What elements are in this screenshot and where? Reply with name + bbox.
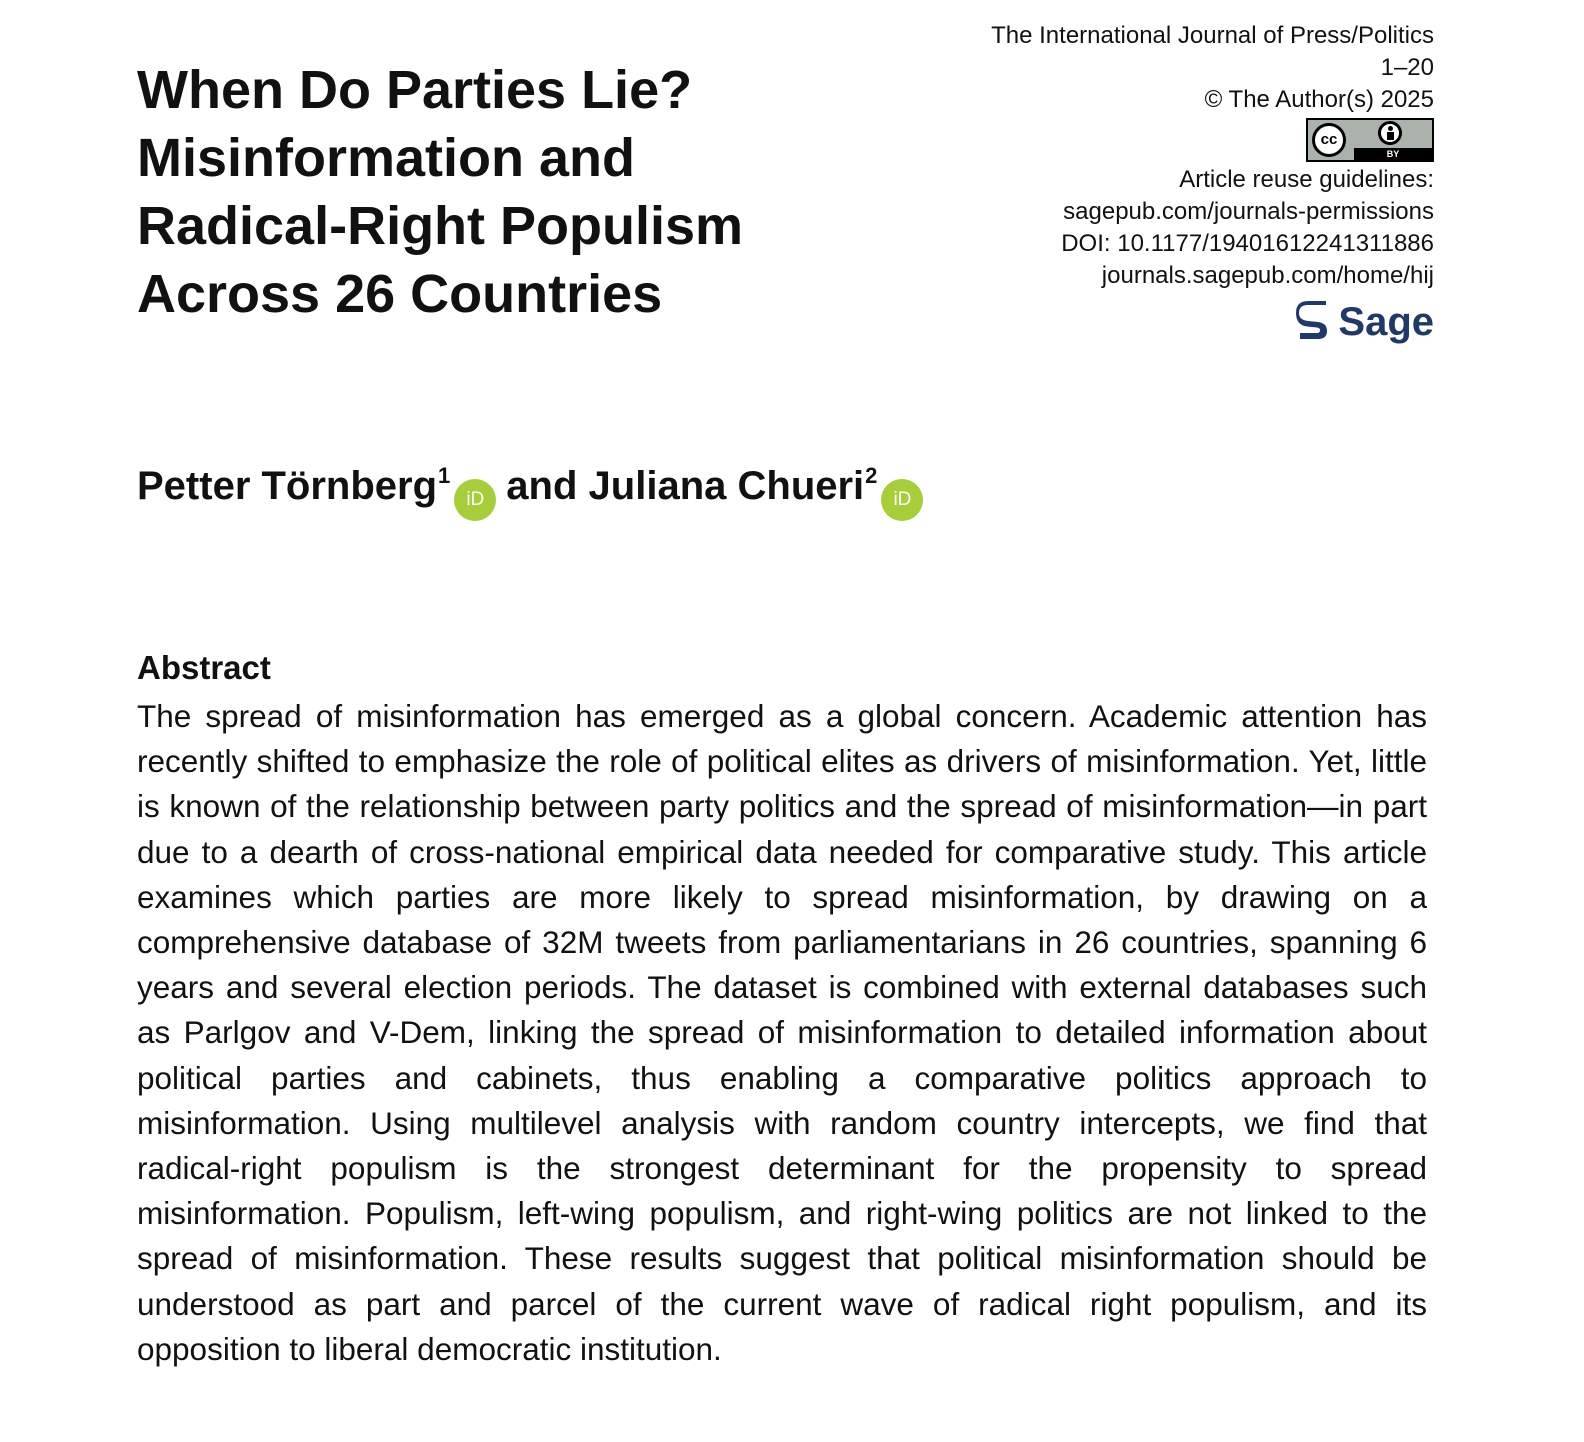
- journal-name: The International Journal of Press/Politics: [991, 22, 1434, 49]
- journal-homepage-link[interactable]: journals.sagepub.com/home/hij: [1101, 262, 1434, 289]
- title-line: Radical-Right Populism: [137, 196, 744, 256]
- page-range: 1–20: [1380, 54, 1434, 81]
- author-name: Petter Törnberg: [137, 464, 438, 508]
- author-name: Juliana Chueri: [588, 464, 865, 508]
- orcid-icon[interactable]: iD: [454, 479, 496, 521]
- author-joiner: and: [506, 464, 578, 508]
- abstract-text: The spread of misinformation has emerged as a global concern. Academic attention has recently shifted to emphasize the role of political elites as drivers of misinformation. Yet, little is known of the relationship between party politics and the spread of misinformation—in part due to a dearth of cross-national empirical data needed for comparative study. This article examines which parties are more likely to spread misinformation, by drawing on a comprehensive database of 32M tweets from parliamentarians in 26 countries, spanning 6 years and several election periods. The dataset is combined with external databases such as Parlgov and V-Dem, linking the spread of misinformation to detailed information about political parties and cabinets, thus enabling a comparative politics approach to misinformation. Using multilevel analysis with random country intercepts, we find that radical-right populism is the strongest determinant for the propensity to spread misinformation. Populism, left-wing populism, and right-wing politics are not linked to the spread of misinformation. These results suggest that political misinformation should be understood as part and parcel of the current wave of radical right populism, and its opposition to liberal democratic institution.: [137, 698, 1427, 1367]
- journal-meta: [914, 20, 1434, 352]
- author-list: [137, 458, 933, 521]
- affiliation-marker: 1: [438, 463, 451, 488]
- cc-by-license-icon[interactable]: [1306, 118, 1434, 162]
- affiliation-marker: 2: [865, 463, 878, 488]
- doi[interactable]: DOI: 10.1177/19401612241311886: [1061, 230, 1434, 257]
- title-line: Across 26 Countries: [137, 264, 663, 324]
- attribution-person-icon: [1378, 121, 1402, 145]
- publisher-logo[interactable]: [1296, 300, 1434, 344]
- title-line: Misinformation and: [137, 128, 635, 188]
- by-label: BY: [1354, 148, 1432, 160]
- publisher-name: Sage: [1338, 300, 1434, 344]
- article-title: [137, 56, 897, 328]
- title-line: When Do Parties Lie?: [137, 60, 693, 120]
- sage-s-icon: [1296, 301, 1330, 343]
- copyright: © The Author(s) 2025: [1204, 86, 1434, 113]
- cc-icon: cc: [1312, 123, 1346, 157]
- permissions-link[interactable]: sagepub.com/journals-permissions: [1063, 198, 1434, 225]
- orcid-icon[interactable]: iD: [881, 479, 923, 521]
- reuse-guidelines-label: Article reuse guidelines:: [1179, 166, 1434, 193]
- abstract-heading: Abstract: [137, 649, 271, 686]
